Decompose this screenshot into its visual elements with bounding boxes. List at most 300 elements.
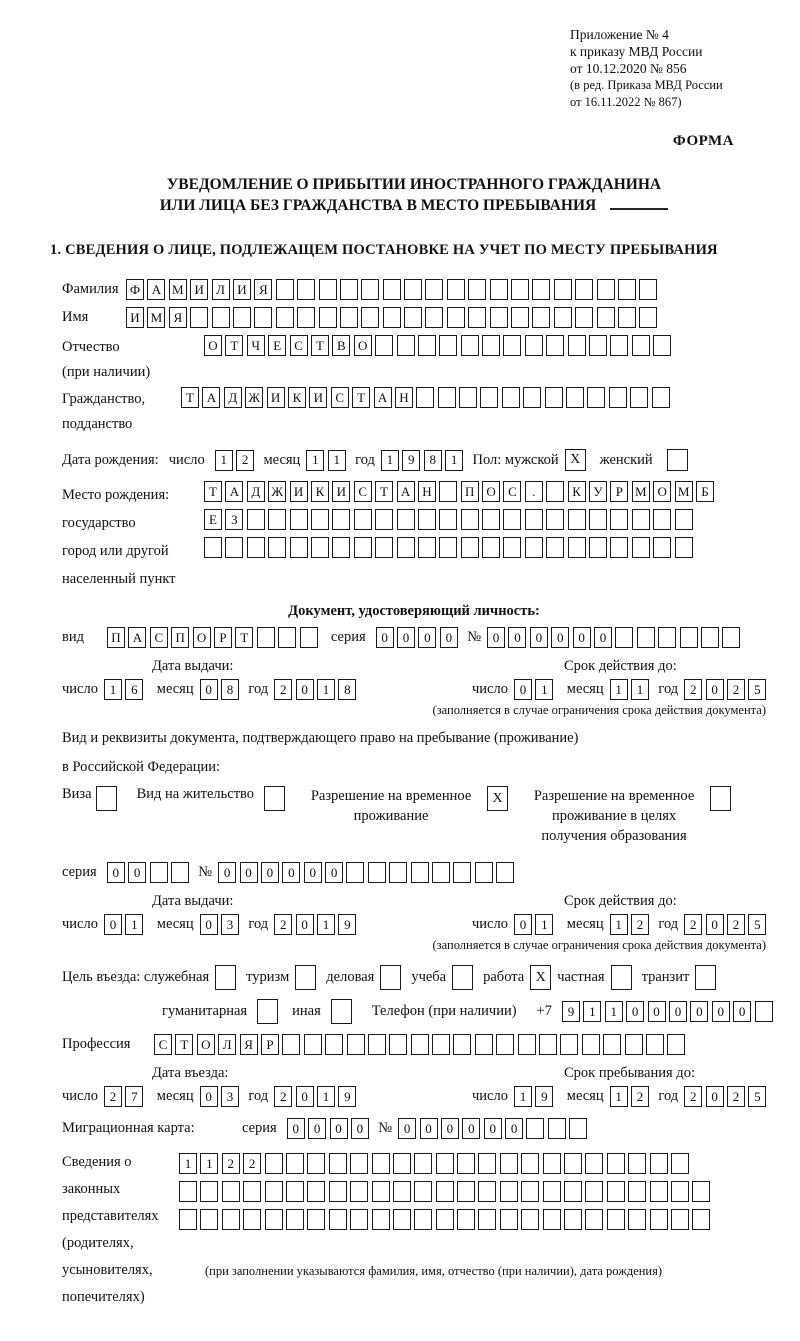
char-cell[interactable]: 1 [104, 679, 122, 700]
char-cell[interactable] [503, 335, 521, 356]
char-cell[interactable]: И [233, 279, 251, 300]
char-cell[interactable] [290, 509, 308, 530]
char-cell[interactable] [652, 387, 670, 408]
char-cell[interactable] [268, 537, 286, 558]
char-cell[interactable] [225, 537, 243, 558]
char-cell[interactable] [459, 387, 477, 408]
char-cell[interactable]: 9 [338, 1086, 356, 1107]
char-cell[interactable]: 1 [200, 1153, 218, 1174]
char-cell[interactable]: 1 [317, 914, 335, 935]
char-cell[interactable] [453, 1034, 471, 1055]
char-cell[interactable] [300, 627, 318, 648]
char-cell[interactable] [543, 1153, 561, 1174]
temp-residence-education-checkbox[interactable] [710, 786, 731, 811]
char-cell[interactable] [247, 509, 265, 530]
char-cell[interactable] [404, 307, 422, 328]
char-cell[interactable] [265, 1153, 283, 1174]
char-cell[interactable]: 1 [514, 1086, 532, 1107]
char-cell[interactable]: А [374, 387, 392, 408]
char-cell[interactable] [375, 335, 393, 356]
char-cell[interactable] [372, 1153, 390, 1174]
char-cell[interactable] [610, 335, 628, 356]
char-cell[interactable] [233, 307, 251, 328]
char-cell[interactable] [675, 537, 693, 558]
char-cell[interactable] [179, 1209, 197, 1230]
char-cell[interactable] [671, 1209, 689, 1230]
char-cell[interactable] [511, 279, 529, 300]
char-cell[interactable] [610, 537, 628, 558]
char-cell[interactable] [436, 1209, 454, 1230]
char-cell[interactable] [397, 509, 415, 530]
char-cell[interactable] [482, 537, 500, 558]
char-cell[interactable] [411, 1034, 429, 1055]
char-cell[interactable] [257, 627, 275, 648]
char-cell[interactable]: 9 [402, 450, 420, 471]
char-cell[interactable]: 1 [610, 1086, 628, 1107]
char-cell[interactable]: К [311, 481, 329, 502]
char-cell[interactable] [307, 1181, 325, 1202]
char-cell[interactable] [439, 335, 457, 356]
char-cell[interactable] [575, 307, 593, 328]
char-cell[interactable] [436, 1181, 454, 1202]
char-cell[interactable] [503, 509, 521, 530]
char-cell[interactable]: 1 [631, 679, 649, 700]
char-cell[interactable] [204, 537, 222, 558]
char-cell[interactable] [354, 537, 372, 558]
char-cell[interactable]: 0 [128, 862, 146, 883]
char-cell[interactable]: 1 [317, 679, 335, 700]
char-cell[interactable] [500, 1209, 518, 1230]
char-cell[interactable] [276, 307, 294, 328]
char-cell[interactable] [439, 537, 457, 558]
char-cell[interactable]: П [461, 481, 479, 502]
char-cell[interactable]: 3 [221, 914, 239, 935]
char-cell[interactable] [637, 627, 655, 648]
char-cell[interactable] [632, 509, 650, 530]
char-cell[interactable]: 1 [583, 1001, 601, 1022]
char-cell[interactable] [500, 1181, 518, 1202]
char-cell[interactable]: И [309, 387, 327, 408]
char-cell[interactable] [546, 481, 564, 502]
purpose-transit-checkbox[interactable] [695, 965, 716, 990]
char-cell[interactable] [372, 1209, 390, 1230]
char-cell[interactable] [254, 307, 272, 328]
char-cell[interactable]: Т [181, 387, 199, 408]
char-cell[interactable] [319, 307, 337, 328]
char-cell[interactable]: 5 [748, 1086, 766, 1107]
char-cell[interactable]: И [290, 481, 308, 502]
char-cell[interactable]: 0 [690, 1001, 708, 1022]
char-cell[interactable]: 2 [243, 1153, 261, 1174]
char-cell[interactable]: Т [352, 387, 370, 408]
char-cell[interactable]: У [589, 481, 607, 502]
char-cell[interactable] [350, 1153, 368, 1174]
char-cell[interactable]: 0 [418, 627, 436, 648]
char-cell[interactable] [653, 509, 671, 530]
char-cell[interactable] [247, 537, 265, 558]
char-cell[interactable] [653, 537, 671, 558]
char-cell[interactable]: 0 [514, 679, 532, 700]
purpose-business-checkbox[interactable] [380, 965, 401, 990]
char-cell[interactable] [618, 307, 636, 328]
char-cell[interactable]: С [150, 627, 168, 648]
char-cell[interactable] [628, 1181, 646, 1202]
char-cell[interactable] [603, 1034, 621, 1055]
char-cell[interactable] [461, 509, 479, 530]
char-cell[interactable] [560, 1034, 578, 1055]
char-cell[interactable]: 3 [221, 1086, 239, 1107]
char-cell[interactable] [432, 862, 450, 883]
char-cell[interactable]: 1 [381, 450, 399, 471]
char-cell[interactable]: Н [395, 387, 413, 408]
char-cell[interactable]: Р [214, 627, 232, 648]
char-cell[interactable]: Р [261, 1034, 279, 1055]
char-cell[interactable] [243, 1181, 261, 1202]
char-cell[interactable] [389, 1034, 407, 1055]
char-cell[interactable] [722, 627, 740, 648]
char-cell[interactable]: 0 [104, 914, 122, 935]
char-cell[interactable]: 0 [376, 627, 394, 648]
char-cell[interactable] [480, 387, 498, 408]
char-cell[interactable] [389, 862, 407, 883]
char-cell[interactable] [190, 307, 208, 328]
char-cell[interactable]: 0 [706, 914, 724, 935]
char-cell[interactable] [457, 1181, 475, 1202]
char-cell[interactable]: 0 [514, 914, 532, 935]
purpose-official-checkbox[interactable] [215, 965, 236, 990]
char-cell[interactable] [311, 537, 329, 558]
char-cell[interactable] [307, 1153, 325, 1174]
char-cell[interactable] [607, 1153, 625, 1174]
char-cell[interactable]: 0 [398, 1118, 416, 1139]
char-cell[interactable] [650, 1209, 668, 1230]
char-cell[interactable] [554, 307, 572, 328]
char-cell[interactable]: Д [247, 481, 265, 502]
char-cell[interactable] [354, 509, 372, 530]
char-cell[interactable]: К [288, 387, 306, 408]
char-cell[interactable]: 1 [535, 679, 553, 700]
char-cell[interactable] [414, 1181, 432, 1202]
char-cell[interactable]: Ч [247, 335, 265, 356]
char-cell[interactable]: 1 [317, 1086, 335, 1107]
char-cell[interactable]: 0 [440, 627, 458, 648]
char-cell[interactable] [568, 537, 586, 558]
char-cell[interactable] [490, 279, 508, 300]
char-cell[interactable] [518, 1034, 536, 1055]
char-cell[interactable]: И [332, 481, 350, 502]
char-cell[interactable] [546, 335, 564, 356]
char-cell[interactable] [278, 627, 296, 648]
char-cell[interactable] [523, 387, 541, 408]
char-cell[interactable] [432, 1034, 450, 1055]
char-cell[interactable]: 1 [179, 1153, 197, 1174]
purpose-private-checkbox[interactable] [611, 965, 632, 990]
char-cell[interactable] [425, 307, 443, 328]
char-cell[interactable] [628, 1209, 646, 1230]
char-cell[interactable]: 0 [487, 627, 505, 648]
char-cell[interactable] [222, 1181, 240, 1202]
char-cell[interactable] [276, 279, 294, 300]
char-cell[interactable] [478, 1181, 496, 1202]
char-cell[interactable]: 2 [274, 914, 292, 935]
char-cell[interactable]: 0 [287, 1118, 305, 1139]
char-cell[interactable] [290, 537, 308, 558]
char-cell[interactable]: О [204, 335, 222, 356]
char-cell[interactable] [414, 1209, 432, 1230]
char-cell[interactable]: Р [610, 481, 628, 502]
char-cell[interactable] [265, 1181, 283, 1202]
char-cell[interactable]: 2 [274, 1086, 292, 1107]
char-cell[interactable]: 1 [605, 1001, 623, 1022]
char-cell[interactable] [200, 1181, 218, 1202]
char-cell[interactable]: М [632, 481, 650, 502]
char-cell[interactable] [597, 279, 615, 300]
char-cell[interactable] [397, 335, 415, 356]
char-cell[interactable]: Л [218, 1034, 236, 1055]
char-cell[interactable] [618, 279, 636, 300]
char-cell[interactable]: В [332, 335, 350, 356]
char-cell[interactable] [568, 509, 586, 530]
char-cell[interactable] [625, 1034, 643, 1055]
char-cell[interactable]: 0 [706, 679, 724, 700]
char-cell[interactable]: 0 [530, 627, 548, 648]
char-cell[interactable]: 9 [535, 1086, 553, 1107]
char-cell[interactable]: 2 [684, 914, 702, 935]
char-cell[interactable] [646, 1034, 664, 1055]
char-cell[interactable] [393, 1209, 411, 1230]
char-cell[interactable]: 0 [484, 1118, 502, 1139]
char-cell[interactable] [375, 537, 393, 558]
char-cell[interactable]: 0 [505, 1118, 523, 1139]
char-cell[interactable]: 2 [222, 1153, 240, 1174]
char-cell[interactable]: 0 [200, 679, 218, 700]
char-cell[interactable] [607, 1181, 625, 1202]
char-cell[interactable]: 1 [535, 914, 553, 935]
purpose-study-checkbox[interactable] [452, 965, 473, 990]
char-cell[interactable] [632, 335, 650, 356]
char-cell[interactable] [521, 1153, 539, 1174]
char-cell[interactable] [461, 537, 479, 558]
visa-checkbox[interactable] [96, 786, 117, 811]
char-cell[interactable] [439, 509, 457, 530]
char-cell[interactable] [461, 335, 479, 356]
char-cell[interactable] [526, 1118, 544, 1139]
char-cell[interactable]: 9 [338, 914, 356, 935]
char-cell[interactable] [346, 862, 364, 883]
char-cell[interactable] [568, 335, 586, 356]
char-cell[interactable] [368, 862, 386, 883]
char-cell[interactable]: 0 [706, 1086, 724, 1107]
char-cell[interactable]: 6 [125, 679, 143, 700]
char-cell[interactable] [701, 627, 719, 648]
char-cell[interactable]: 2 [727, 914, 745, 935]
char-cell[interactable]: 0 [282, 862, 300, 883]
char-cell[interactable] [496, 1034, 514, 1055]
char-cell[interactable]: А [202, 387, 220, 408]
char-cell[interactable] [372, 1181, 390, 1202]
char-cell[interactable] [383, 307, 401, 328]
char-cell[interactable] [304, 1034, 322, 1055]
char-cell[interactable] [368, 1034, 386, 1055]
char-cell[interactable]: Ж [268, 481, 286, 502]
char-cell[interactable] [340, 307, 358, 328]
char-cell[interactable] [597, 307, 615, 328]
char-cell[interactable]: Е [268, 335, 286, 356]
char-cell[interactable]: Ж [245, 387, 263, 408]
char-cell[interactable]: 7 [125, 1086, 143, 1107]
char-cell[interactable]: 1 [610, 914, 628, 935]
char-cell[interactable]: 0 [669, 1001, 687, 1022]
char-cell[interactable]: З [225, 509, 243, 530]
char-cell[interactable]: Я [240, 1034, 258, 1055]
char-cell[interactable]: С [154, 1034, 172, 1055]
char-cell[interactable] [150, 862, 168, 883]
char-cell[interactable] [418, 537, 436, 558]
char-cell[interactable] [425, 279, 443, 300]
char-cell[interactable]: 1 [445, 450, 463, 471]
char-cell[interactable]: 0 [200, 1086, 218, 1107]
char-cell[interactable] [671, 1153, 689, 1174]
char-cell[interactable] [171, 862, 189, 883]
char-cell[interactable] [222, 1209, 240, 1230]
char-cell[interactable] [478, 1209, 496, 1230]
char-cell[interactable] [569, 1118, 587, 1139]
char-cell[interactable]: 0 [420, 1118, 438, 1139]
purpose-other-checkbox[interactable] [331, 999, 352, 1024]
char-cell[interactable]: С [354, 481, 372, 502]
char-cell[interactable] [332, 509, 350, 530]
char-cell[interactable] [319, 279, 337, 300]
char-cell[interactable]: А [147, 279, 165, 300]
char-cell[interactable]: 8 [221, 679, 239, 700]
char-cell[interactable] [543, 1181, 561, 1202]
char-cell[interactable] [436, 1153, 454, 1174]
char-cell[interactable] [607, 1209, 625, 1230]
char-cell[interactable]: С [503, 481, 521, 502]
char-cell[interactable]: С [331, 387, 349, 408]
char-cell[interactable] [347, 1034, 365, 1055]
char-cell[interactable] [650, 1153, 668, 1174]
char-cell[interactable] [286, 1181, 304, 1202]
char-cell[interactable] [628, 1153, 646, 1174]
char-cell[interactable] [468, 279, 486, 300]
char-cell[interactable]: 9 [562, 1001, 580, 1022]
char-cell[interactable] [609, 387, 627, 408]
char-cell[interactable]: 1 [125, 914, 143, 935]
char-cell[interactable] [525, 335, 543, 356]
char-cell[interactable] [404, 279, 422, 300]
char-cell[interactable] [755, 1001, 773, 1022]
residence-permit-checkbox[interactable] [264, 786, 285, 811]
char-cell[interactable]: Т [375, 481, 393, 502]
char-cell[interactable] [521, 1181, 539, 1202]
char-cell[interactable] [532, 279, 550, 300]
char-cell[interactable]: 8 [424, 450, 442, 471]
char-cell[interactable] [329, 1153, 347, 1174]
char-cell[interactable] [675, 509, 693, 530]
char-cell[interactable] [457, 1153, 475, 1174]
char-cell[interactable] [200, 1209, 218, 1230]
char-cell[interactable] [610, 509, 628, 530]
char-cell[interactable] [397, 537, 415, 558]
char-cell[interactable] [453, 862, 471, 883]
char-cell[interactable] [383, 279, 401, 300]
char-cell[interactable]: Т [204, 481, 222, 502]
temp-residence-checkbox[interactable]: X [487, 786, 508, 811]
char-cell[interactable] [525, 509, 543, 530]
char-cell[interactable]: М [147, 307, 165, 328]
sex-male-checkbox[interactable]: X [565, 449, 586, 471]
char-cell[interactable] [475, 862, 493, 883]
char-cell[interactable]: С [290, 335, 308, 356]
char-cell[interactable]: 2 [104, 1086, 122, 1107]
char-cell[interactable]: Е [204, 509, 222, 530]
char-cell[interactable]: 0 [712, 1001, 730, 1022]
char-cell[interactable]: О [197, 1034, 215, 1055]
char-cell[interactable] [393, 1181, 411, 1202]
char-cell[interactable]: Я [169, 307, 187, 328]
char-cell[interactable] [658, 627, 676, 648]
char-cell[interactable]: И [190, 279, 208, 300]
char-cell[interactable]: 1 [610, 679, 628, 700]
char-cell[interactable] [439, 481, 457, 502]
char-cell[interactable] [286, 1209, 304, 1230]
char-cell[interactable]: И [126, 307, 144, 328]
char-cell[interactable]: 0 [508, 627, 526, 648]
char-cell[interactable]: 2 [274, 679, 292, 700]
char-cell[interactable]: 5 [748, 679, 766, 700]
char-cell[interactable] [589, 335, 607, 356]
char-cell[interactable] [503, 537, 521, 558]
char-cell[interactable]: 2 [684, 679, 702, 700]
char-cell[interactable]: 2 [236, 450, 254, 471]
char-cell[interactable]: Н [418, 481, 436, 502]
char-cell[interactable]: Т [175, 1034, 193, 1055]
char-cell[interactable] [650, 1181, 668, 1202]
char-cell[interactable] [511, 307, 529, 328]
char-cell[interactable] [566, 387, 584, 408]
sex-female-checkbox[interactable] [667, 449, 688, 471]
char-cell[interactable] [350, 1209, 368, 1230]
char-cell[interactable] [418, 335, 436, 356]
char-cell[interactable]: 0 [296, 679, 314, 700]
char-cell[interactable] [500, 1153, 518, 1174]
char-cell[interactable] [416, 387, 434, 408]
char-cell[interactable] [680, 627, 698, 648]
char-cell[interactable] [585, 1181, 603, 1202]
char-cell[interactable] [179, 1181, 197, 1202]
char-cell[interactable]: 0 [107, 862, 125, 883]
char-cell[interactable] [447, 307, 465, 328]
char-cell[interactable] [478, 1153, 496, 1174]
char-cell[interactable]: Б [696, 481, 714, 502]
char-cell[interactable] [411, 862, 429, 883]
char-cell[interactable] [282, 1034, 300, 1055]
char-cell[interactable]: П [107, 627, 125, 648]
char-cell[interactable] [564, 1153, 582, 1174]
char-cell[interactable]: 8 [338, 679, 356, 700]
char-cell[interactable]: О [482, 481, 500, 502]
char-cell[interactable]: 0 [261, 862, 279, 883]
char-cell[interactable]: 0 [462, 1118, 480, 1139]
char-cell[interactable]: А [128, 627, 146, 648]
char-cell[interactable]: О [653, 481, 671, 502]
char-cell[interactable] [340, 279, 358, 300]
char-cell[interactable]: К [568, 481, 586, 502]
char-cell[interactable]: 0 [441, 1118, 459, 1139]
char-cell[interactable] [554, 279, 572, 300]
char-cell[interactable] [286, 1153, 304, 1174]
